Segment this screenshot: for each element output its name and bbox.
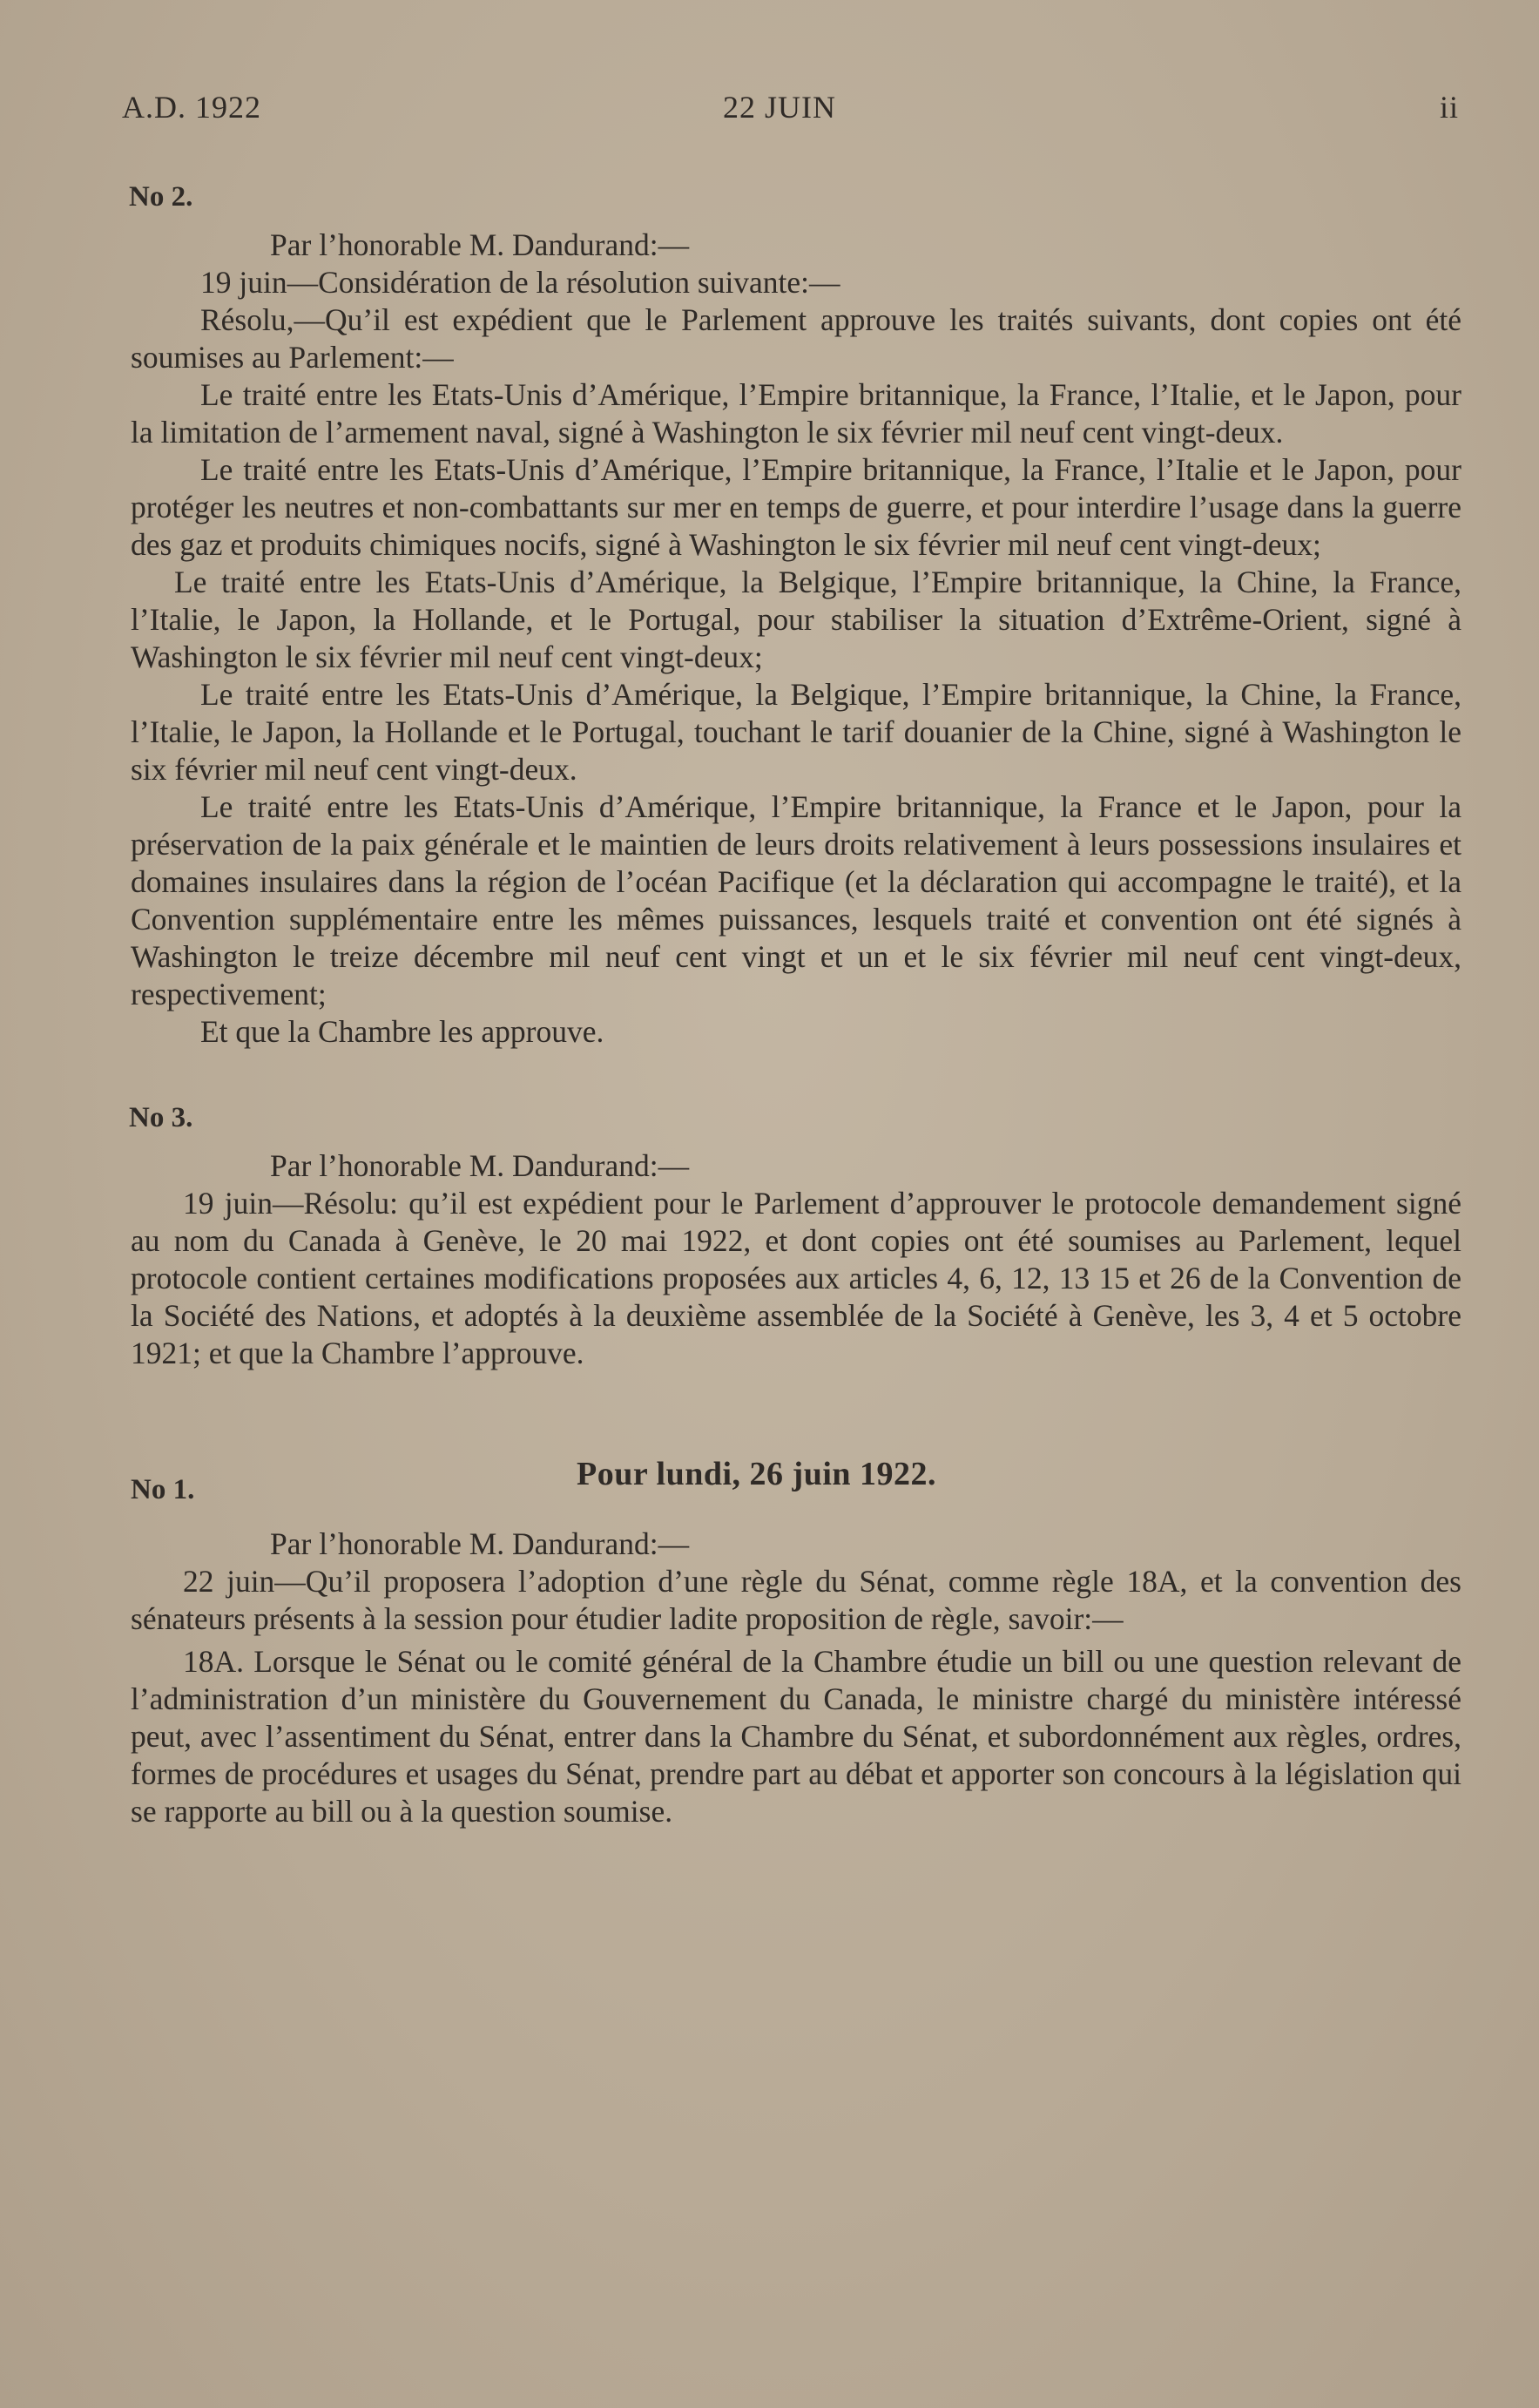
treaty-paragraph: Le traité entre les Etats-Unis d’Amérique, l’Empire britannique, la France, l’Italie, et le Japon, pour la limitation de l’armement naval, signé à Washington le six février mil neuf cent vingt-deux.: [131, 377, 1461, 450]
motion-text: 22 juin—Qu’il proposera l’adoption d’une règle du Sénat, comme règle 18A, et la convention des sénateurs présents à la session pour étudier ladite proposition de règle, savoir:—: [131, 1564, 1461, 1636]
treaty-paragraph: Le traité entre les Etats-Unis d’Amérique, l’Empire britannique, la France, l’Italie et le Japon, pour protéger les neutres et non-combattants sur mer en temps de guerre, et pour interdire l’usage dans la guerre des gaz et produits chimiques nocifs, signé à Washington le six février mil neuf cent vingt-deux;: [131, 452, 1461, 562]
mover-line: Par l’honorable M. Dandurand:—: [270, 227, 690, 262]
item-number: No 1.: [131, 1474, 195, 1505]
resolution-text: 19 juin—Résolu: qu’il est expédient pour le Parlement d’approuver le protocole demandement signé au nom du Canada à Genève, le 20 mai 1922, et dont copies ont été soumises au Parlement, lequel protocole contient certaines modifications proposées aux articles 4, 6, 12, 13 15 et 26 de la Convention de la Société des Nations, et adoptés à la deuxième assemblée de la Société à Genève, les 3, 4 et 5 octobre 1921; et que la Chambre l’approuve.: [131, 1186, 1461, 1370]
item-number: No 3.: [129, 1102, 193, 1133]
closing-line: Et que la Chambre les approuve.: [200, 1014, 604, 1049]
header-year: A.D. 1922: [122, 90, 261, 125]
rule-text: 18A. Lorsque le Sénat ou le comité général de la Chambre étudie un bill ou une question relevant de l’administration d’un ministère du Gouvernement du Canada, le ministre chargé du ministère intéressé peut, avec l’assentiment du Sénat, entrer dans la Chambre du Sénat, et subordonnément aux règles, ordres, formes de procédures et usages du Sénat, prendre part au débat et apporter son concours à la législation qui se rapporte au bill ou à la question soumise.: [131, 1644, 1461, 1829]
header-page-number: ii: [1439, 90, 1459, 125]
treaty-paragraph: Le traité entre les Etats-Unis d’Amérique, la Belgique, l’Empire britannique, la Chine, la France, l’Italie, le Japon, la Hollande, et le Portugal, pour stabiliser la situation d’Extrême-Orient, signé à Washington le six février mil neuf cent vingt-deux;: [131, 565, 1461, 674]
item-number: No 2.: [129, 181, 193, 213]
intro-line: 19 juin—Considération de la résolution suivante:—: [200, 265, 840, 300]
resolution-text: Résolu,—Qu’il est expédient que le Parlement approuve les traités suivants, dont copies ont été soumises au Parlement:—: [131, 302, 1461, 375]
mover-line: Par l’honorable M. Dandurand:—: [270, 1526, 690, 1561]
mover-line: Par l’honorable M. Dandurand:—: [270, 1148, 690, 1183]
treaty-paragraph: Le traité entre les Etats-Unis d’Amérique, l’Empire britannique, la France et le Japon, pour la préservation de la paix générale et le maintien de leurs droits relativement à leurs possessions insulaires et domaines insulaires dans la région de l’océan Pacifique (et la déclaration qui accompagne le traité), et la Convention supplémentaire entre les mêmes puissances, lesquels traité et convention ont été signés à Washington le treize décembre mil neuf cent vingt et un et le six février mil neuf cent vingt-deux, respectivement;: [131, 789, 1461, 1011]
page-content: [131, 179, 1461, 1830]
section-heading-row: [131, 1456, 1461, 1525]
running-header: [122, 89, 1459, 132]
section-no2: [131, 179, 1461, 1051]
section-no3: [131, 1099, 1461, 1372]
section-title: Pour lundi, 26 juin 1922.: [577, 1456, 937, 1492]
section-monday: [131, 1456, 1461, 1830]
header-date: 22 JUIN: [723, 90, 836, 125]
treaty-paragraph: Le traité entre les Etats-Unis d’Amérique, la Belgique, l’Empire britannique, la Chine, la France, l’Italie, le Japon, la Hollande et le Portugal, touchant le tarif douanier de la Chine, signé à Washington le six février mil neuf cent vingt-deux.: [131, 677, 1461, 787]
